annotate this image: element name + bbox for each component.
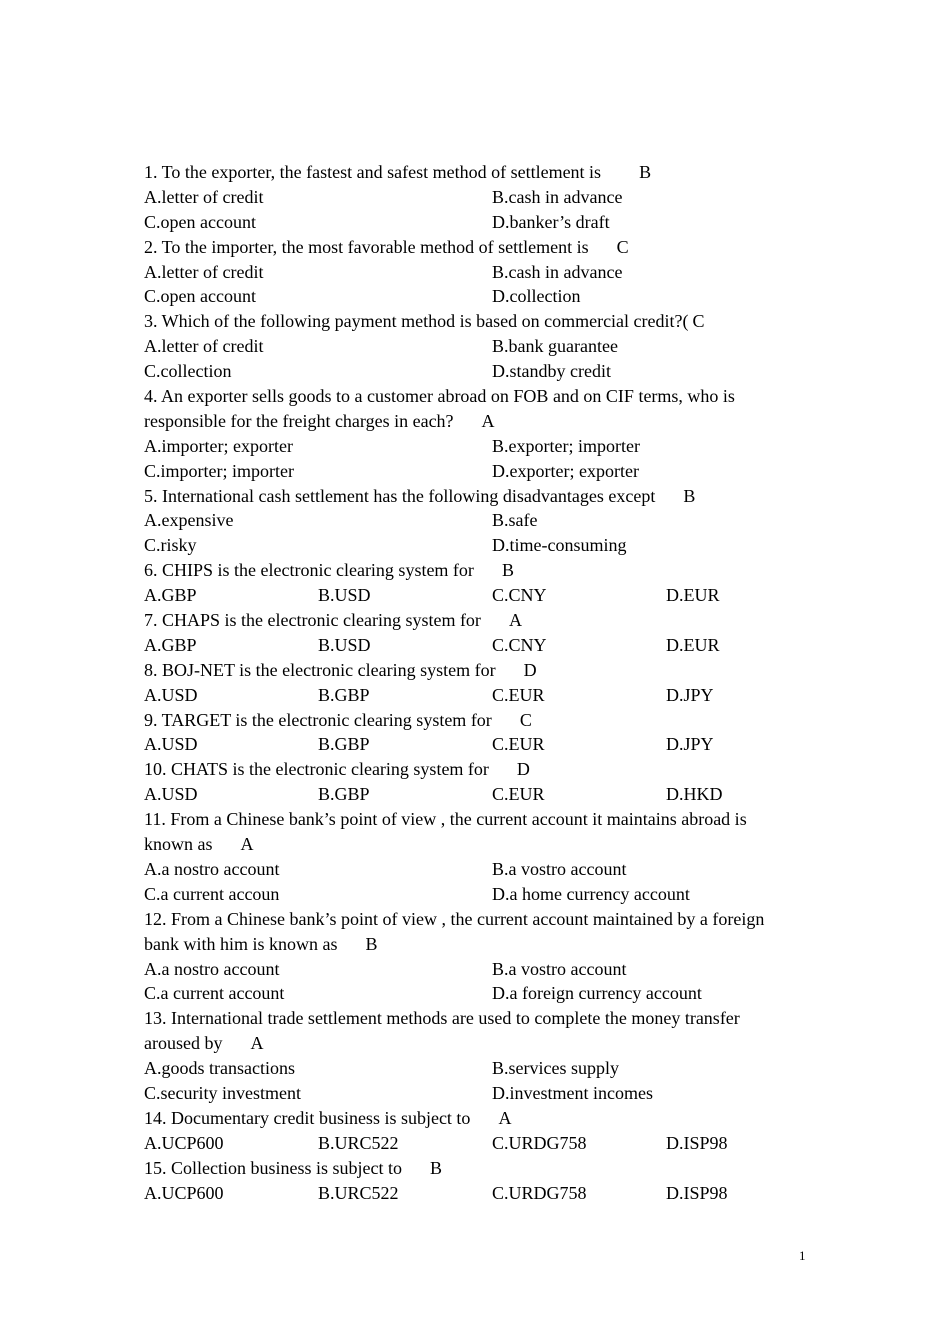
options-row <box>144 583 814 608</box>
question-block <box>144 1106 814 1156</box>
question-block <box>144 484 814 559</box>
answer-option: A.USD <box>144 784 198 805</box>
answer-option: B.GBP <box>318 684 370 705</box>
options-row <box>144 1181 814 1206</box>
answer-option: C.CNY <box>492 585 547 606</box>
answer-option: B.bank guarantee <box>492 336 618 357</box>
answer-option: C.CNY <box>492 634 547 655</box>
question-text-line <box>144 832 814 857</box>
answer-option: A.a nostro account <box>144 958 280 979</box>
answer-option: C.EUR <box>492 684 545 705</box>
question-block <box>144 558 814 608</box>
question-text-line <box>144 708 814 733</box>
question-text: 10. CHATS is the electronic clearing system for <box>144 759 489 780</box>
answer-option: C.open account <box>144 286 256 307</box>
answer-option: C.EUR <box>492 734 545 755</box>
question-text: 3. Which of the following payment method is based on commercial credit?( <box>144 311 689 332</box>
answer-option: A.goods transactions <box>144 1058 295 1079</box>
options-row <box>144 210 814 235</box>
answer-option: D.a home currency account <box>492 883 690 904</box>
answer-key: A <box>240 834 254 855</box>
question-block <box>144 309 814 384</box>
question-text-line <box>144 384 814 409</box>
question-text-line <box>144 932 814 957</box>
options-row <box>144 1131 814 1156</box>
answer-option: B.services supply <box>492 1058 619 1079</box>
options-row <box>144 334 814 359</box>
question-text: 5. International cash settlement has the following disadvantages except <box>144 485 656 506</box>
answer-option: D.collection <box>492 286 581 307</box>
question-text-line <box>144 658 814 683</box>
question-block <box>144 757 814 807</box>
question-text: 13. International trade settlement methods are used to complete the money transfer <box>144 1008 740 1029</box>
question-text: 6. CHIPS is the electronic clearing system for <box>144 560 474 581</box>
answer-option: C.security investment <box>144 1082 301 1103</box>
question-text-line <box>144 558 814 583</box>
answer-key: A <box>508 610 522 631</box>
question-text-line <box>144 160 814 185</box>
answer-key: C <box>692 311 705 332</box>
question-text: 11. From a Chinese bank’s point of view , the current account it maintains abroad is <box>144 809 747 830</box>
answer-option: B.GBP <box>318 734 370 755</box>
answer-key: C <box>616 236 629 257</box>
options-row <box>144 957 814 982</box>
answer-option: C.EUR <box>492 784 545 805</box>
answer-option: D.EUR <box>666 634 720 655</box>
question-text-line <box>144 235 814 260</box>
answer-option: B.URC522 <box>318 1182 399 1203</box>
answer-option: D.JPY <box>666 684 714 705</box>
answer-key: A <box>498 1107 512 1128</box>
answer-option: A.UCP600 <box>144 1182 224 1203</box>
question-text-line <box>144 1156 814 1181</box>
question-block <box>144 160 814 235</box>
question-text-line <box>144 484 814 509</box>
options-row <box>144 633 814 658</box>
answer-key: D <box>523 659 537 680</box>
question-block <box>144 235 814 310</box>
answer-option: A.GBP <box>144 634 197 655</box>
question-block <box>144 907 814 1007</box>
answer-option: D.standby credit <box>492 361 611 382</box>
question-block <box>144 658 814 708</box>
answer-option: A.expensive <box>144 510 234 531</box>
answer-option: B.URC522 <box>318 1132 399 1153</box>
question-block <box>144 1156 814 1206</box>
answer-key: B <box>365 933 378 954</box>
answer-option: C.open account <box>144 211 256 232</box>
answer-option: C.risky <box>144 535 197 556</box>
question-text-line <box>144 1031 814 1056</box>
options-row <box>144 434 814 459</box>
answer-key: B <box>501 560 514 581</box>
question-text: 1. To the exporter, the fastest and safest method of settlement is <box>144 162 602 182</box>
answer-option: B.cash in advance <box>492 186 623 207</box>
options-row <box>144 185 814 210</box>
answer-option: B.safe <box>492 510 538 531</box>
answer-option: C.importer; importer <box>144 460 294 481</box>
question-text-line <box>144 608 814 633</box>
answer-option: D.ISP98 <box>666 1132 728 1153</box>
answer-option: D.investment incomes <box>492 1082 653 1103</box>
answer-option: A.letter of credit <box>144 186 264 207</box>
question-text-line <box>144 309 814 334</box>
answer-option: A.a nostro account <box>144 858 280 879</box>
answer-option: C.a current account <box>144 983 285 1004</box>
options-row <box>144 1056 814 1081</box>
question-text: aroused by <box>144 1033 223 1054</box>
question-text-line <box>144 409 814 434</box>
question-text: 4. An exporter sells goods to a customer abroad on FOB and on CIF terms, who is <box>144 386 735 407</box>
answer-key: C <box>519 709 532 730</box>
answer-option: B.a vostro account <box>492 958 627 979</box>
options-row <box>144 459 814 484</box>
options-row <box>144 533 814 558</box>
options-row <box>144 508 814 533</box>
answer-option: D.JPY <box>666 734 714 755</box>
answer-option: A.letter of credit <box>144 336 264 357</box>
options-row <box>144 260 814 285</box>
question-text: known as <box>144 834 213 855</box>
answer-option: B.cash in advance <box>492 261 623 282</box>
document-body <box>144 160 814 1205</box>
options-row <box>144 882 814 907</box>
answer-option: D.time-consuming <box>492 535 627 556</box>
question-text: 9. TARGET is the electronic clearing system for <box>144 709 492 730</box>
question-text: responsible for the freight charges in each? <box>144 410 454 431</box>
question-block <box>144 807 814 907</box>
answer-key: D <box>516 759 530 780</box>
answer-option: C.URDG758 <box>492 1132 587 1153</box>
answer-option: D.banker’s draft <box>492 211 610 232</box>
answer-option: C.URDG758 <box>492 1182 587 1203</box>
options-row <box>144 359 814 384</box>
question-text: bank with him is known as <box>144 933 338 954</box>
question-text-line <box>144 757 814 782</box>
question-block <box>144 384 814 484</box>
answer-key: A <box>481 410 495 431</box>
answer-option: B.GBP <box>318 784 370 805</box>
answer-option: D.ISP98 <box>666 1182 728 1203</box>
answer-option: A.importer; exporter <box>144 435 293 456</box>
answer-option: C.a current accoun <box>144 883 280 904</box>
answer-key: B <box>639 162 652 182</box>
answer-option: D.EUR <box>666 585 720 606</box>
question-text: 7. CHAPS is the electronic clearing system for <box>144 610 481 631</box>
answer-key: A <box>250 1033 264 1054</box>
options-row <box>144 1081 814 1106</box>
answer-key: B <box>430 1157 443 1178</box>
options-row <box>144 857 814 882</box>
answer-option: D.exporter; exporter <box>492 460 639 481</box>
answer-option: B.exporter; importer <box>492 435 640 456</box>
options-row <box>144 284 814 309</box>
question-text: 2. To the importer, the most favorable method of settlement is <box>144 236 589 257</box>
question-text-line <box>144 1006 814 1031</box>
question-text: 15. Collection business is subject to <box>144 1157 402 1178</box>
question-text: 14. Documentary credit business is subject to <box>144 1107 471 1128</box>
question-text-line <box>144 1106 814 1131</box>
question-text-line <box>144 807 814 832</box>
question-block <box>144 708 814 758</box>
answer-option: A.USD <box>144 734 198 755</box>
page-number: 1 <box>799 1248 806 1263</box>
question-text-line <box>144 907 814 932</box>
options-row <box>144 732 814 757</box>
answer-option: A.GBP <box>144 585 197 606</box>
answer-option: A.USD <box>144 684 198 705</box>
question-text: 8. BOJ-NET is the electronic clearing system for <box>144 659 496 680</box>
question-text: 12. From a Chinese bank’s point of view , the current account maintained by a foreign <box>144 908 765 929</box>
answer-option: D.a foreign currency account <box>492 983 702 1004</box>
answer-option: C.collection <box>144 361 232 382</box>
options-row <box>144 683 814 708</box>
question-block <box>144 608 814 658</box>
answer-key: B <box>683 485 696 506</box>
answer-option: B.a vostro account <box>492 858 627 879</box>
options-row <box>144 782 814 807</box>
answer-option: A.letter of credit <box>144 261 264 282</box>
answer-option: D.HKD <box>666 784 723 805</box>
answer-option: B.USD <box>318 634 371 655</box>
options-row <box>144 981 814 1006</box>
question-block <box>144 1006 814 1106</box>
answer-option: A.UCP600 <box>144 1132 224 1153</box>
answer-option: B.USD <box>318 585 371 606</box>
